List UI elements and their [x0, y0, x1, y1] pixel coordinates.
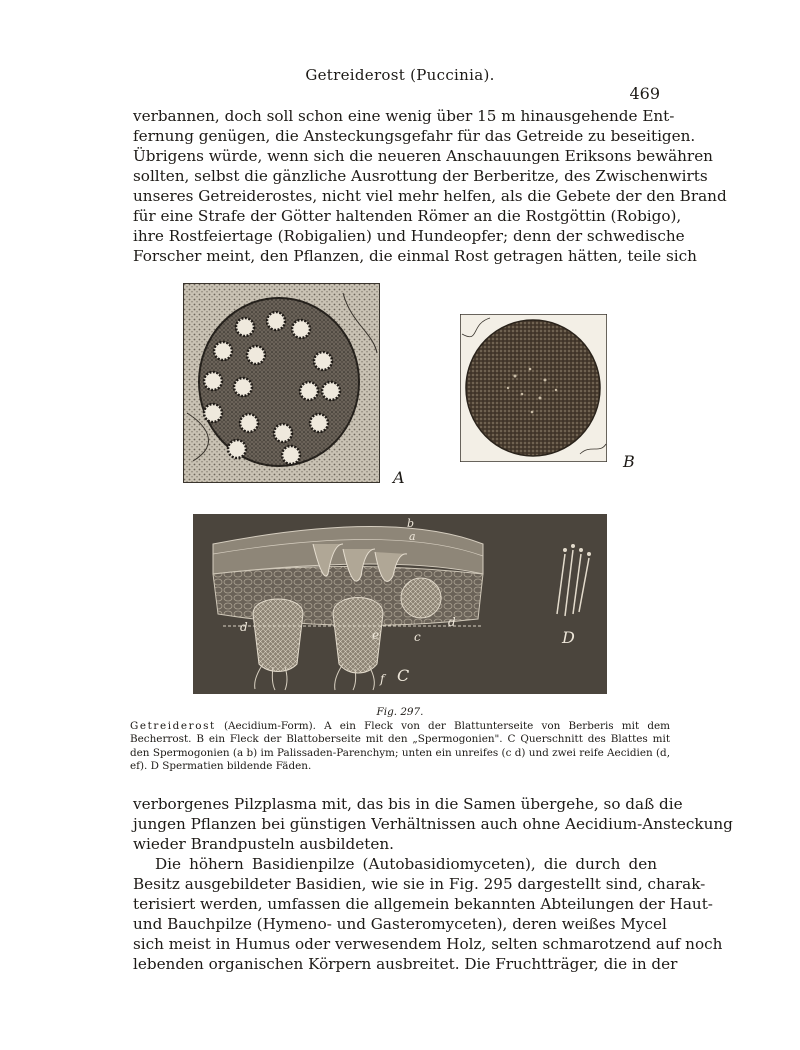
text-line: jungen Pflanzen bei günstigen Verhältnissen auch ohne Aecidium-Ansteckung [133, 815, 733, 833]
figure-caption [130, 706, 670, 774]
text-line: Übrigens würde, wenn sich die neueren Anschauungen Eriksons bewähren [133, 147, 713, 165]
figure-small-label: d [448, 615, 456, 629]
caption-lead: Getreiderost [130, 719, 216, 732]
paragraph-bottom [133, 794, 733, 974]
figure-number: Fig. 297. [376, 706, 424, 718]
caption-rest: (Aecidium-Form). A ein Fleck von der Blattunterseite von Berberis mit dem Becherrost. B ein Fleck der Blattoberseite mit den „Spermogonien". C Querschnitt des Blattes mit den Spermogonien (a b) im Palissaden-Parenchym; unten ein unreifes (c d) und zwei reife Aecidien (d, ef). D Spermatien bildende Fäden. [130, 719, 670, 772]
figure-small-label: f [380, 672, 385, 686]
text-line: für eine Strafe der Götter haltenden Römer an die Rostgöttin (Robigo), [133, 207, 682, 225]
text-line: ihre Rostfeiertage (Robigalien) und Hundeopfer; denn der schwedische [133, 227, 685, 245]
text-line: fernung genügen, die Ansteckungsgefahr für das Getreide zu beseitigen. [133, 127, 696, 145]
page-number: 469 [629, 84, 660, 103]
figure-small-label: c [414, 630, 421, 644]
text-line: Die höhern Basidienpilze (Autobasidiomyceten), die durch den [155, 855, 657, 873]
text-line: unseres Getreiderostes, nicht viel mehr helfen, als die Gebete der den Brand [133, 187, 727, 205]
figure-small-label: b [407, 517, 415, 530]
text-line: Besitz ausgebildeter Basidien, wie sie in Fig. 295 dargestellt sind, charak- [133, 875, 706, 893]
text-line: sollten, selbst die gänzliche Ausrottung der Berberitze, des Zwischenwirts [133, 167, 708, 185]
figure-small-label: d [240, 620, 248, 634]
text-line: Forscher meint, den Pflanzen, die einmal Rost getragen hätten, teile sich [133, 247, 697, 265]
running-header: Getreiderost (Puccinia). [305, 66, 495, 84]
text-line: lebenden organischen Körpern ausbreitet. Die Fruchtträger, die in der [133, 955, 678, 973]
figure-label-a: A [393, 468, 405, 487]
figure-small-label: a [409, 530, 416, 543]
figure-label-d: D [562, 628, 575, 647]
figure-label-c: C [397, 666, 410, 685]
text-line: terisiert werden, umfassen die allgemein bekannten Abteilungen der Haut- [133, 895, 713, 913]
paragraph-top [133, 106, 727, 266]
text-line: verbannen, doch soll schon eine wenig über 15 m hinausgehende Ent- [133, 107, 675, 125]
text-line: wieder Brandpusteln ausbildeten. [133, 835, 394, 853]
caption-text [130, 720, 670, 774]
figure-small-label: e [372, 628, 380, 642]
text-line: und Bauchpilze (Hymeno- und Gasteromyceten), deren weißes Mycel [133, 915, 667, 933]
figure-a-illustration [183, 283, 380, 483]
figure-b-illustration [460, 314, 607, 462]
text-line: sich meist in Humus oder verwesendem Holz, selten schmarotzend auf noch [133, 935, 723, 953]
figure-label-b: B [623, 452, 635, 471]
text-line: verborgenes Pilzplasma mit, das bis in die Samen übergehe, so daß die [133, 795, 683, 813]
